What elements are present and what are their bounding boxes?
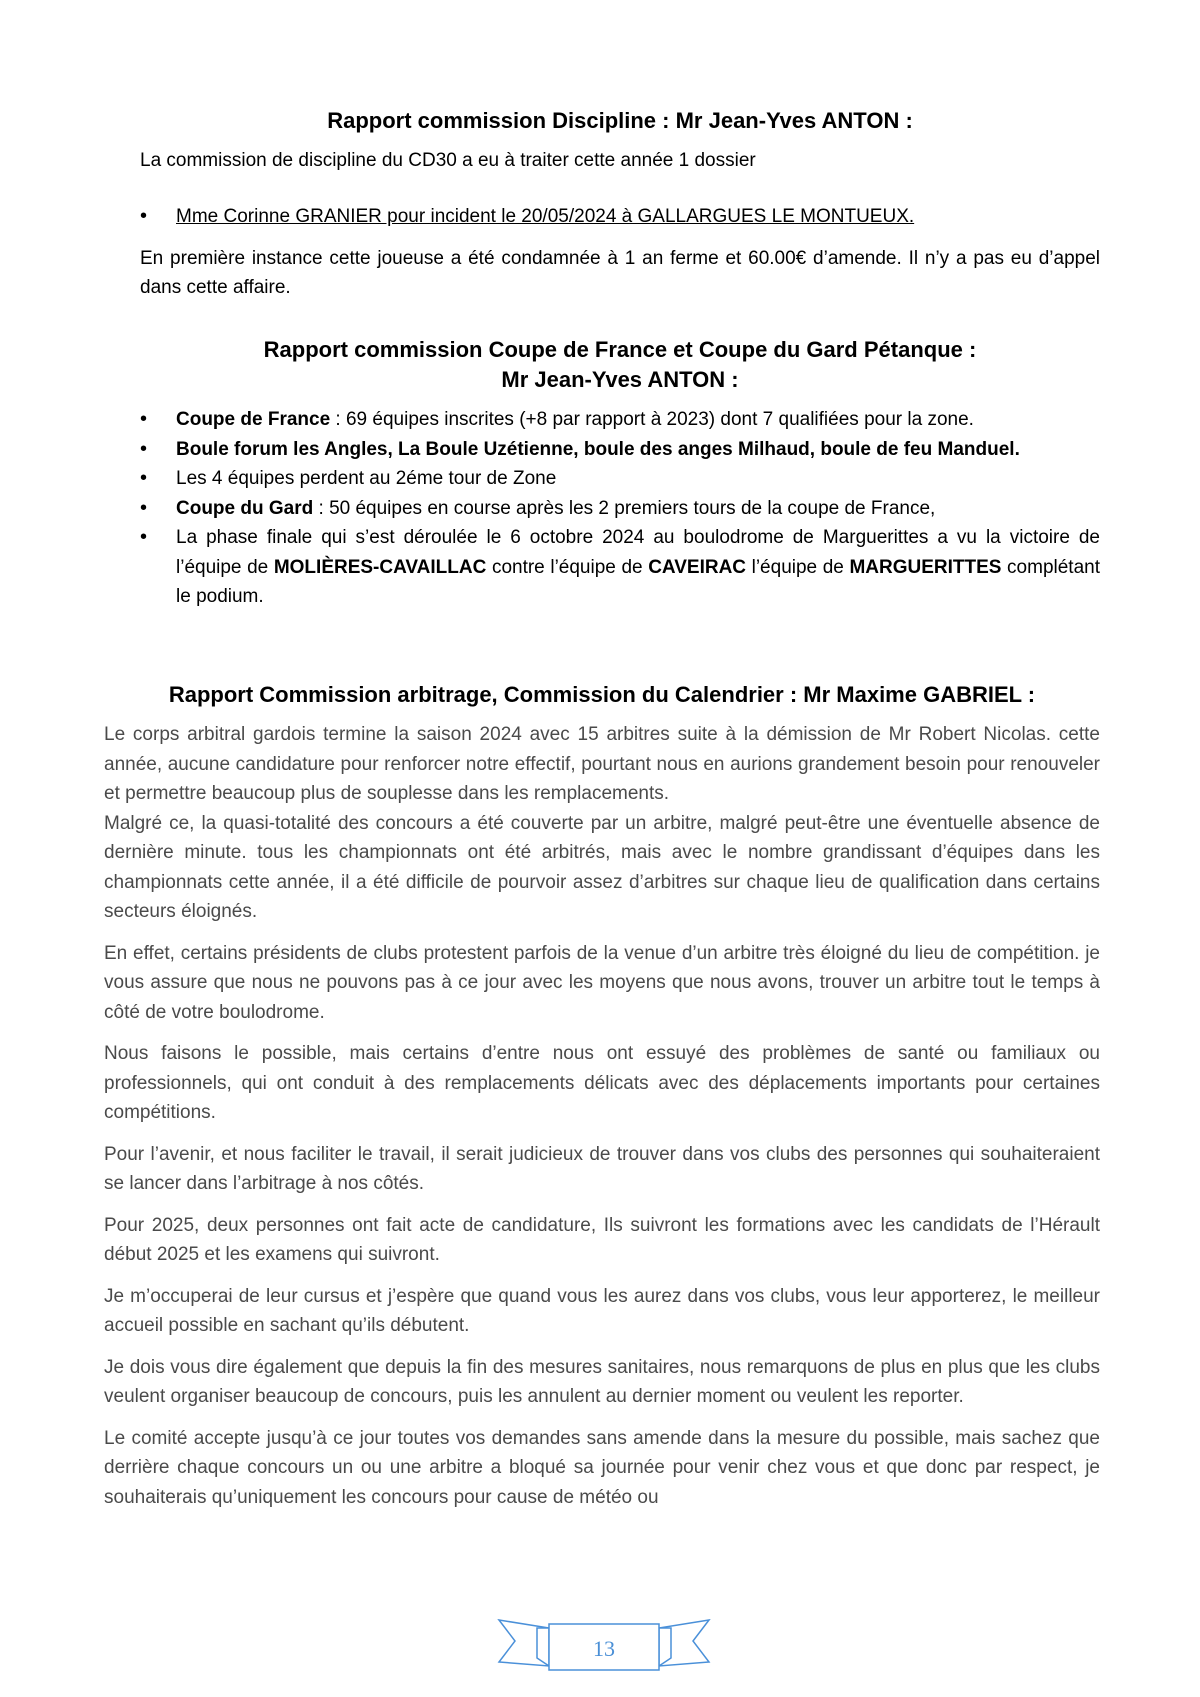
coupe-item-clubs — [140, 435, 1100, 465]
coupe-final-runner-up: CAVEIRAC — [648, 556, 747, 578]
coupe-title-line2: Mr Jean-Yves ANTON : — [501, 367, 739, 392]
coupe-item-zone-text: Les 4 équipes perdent au 2éme tour de Zone — [176, 468, 557, 489]
arbitrage-paragraph-5: Pour l’avenir, et nous faciliter le travail, il serait judicieux de trouver dans vos clubs des personnes qui souhaiteraient se lancer dans l’arbitrage à nos côtés. — [104, 1143, 1100, 1194]
ribbon-banner-icon — [497, 1614, 711, 1684]
coupe-list — [140, 405, 1100, 612]
arbitrage-paragraph-9: Le comité accepte jusqu’à ce jour toutes vos demandes sans amende dans la mesure du possible, mais sachez que derrière chaque concours un ou une arbitre a bloqué sa journée pour venir chez vous et que donc par respect, je souhaiterais qu’uniquement les concours pour cause de météo ou — [104, 1427, 1100, 1508]
coupe-item-gard-text: : 50 équipes en course après les 2 premiers tours de la coupe de France, — [313, 497, 936, 519]
arbitrage-paragraph-2: Malgré ce, la quasi-totalité des concours a été couverte par un arbitre, malgré peut-être une éventuelle absence de dernière minute. tous les championnats ont été arbitrés, mais avec le nombre grandissant d’équipes dans les championnats cette année, il a été difficile de pourvoir assez d’arbitres sur chaque lieu de qualification dans certains secteurs éloignés. — [104, 812, 1100, 922]
coupe-final-text-a: La phase finale qui s’est déroulée le 6 octobre 2024 au boulodrome de Marguerittes a vu la victoire de l’équipe de — [176, 527, 1100, 578]
coupe-final-third: MARGUERITTES — [849, 556, 1002, 578]
arbitrage-title: Rapport Commission arbitrage, Commission du Calendrier : Mr Maxime GABRIEL : — [168, 682, 1036, 707]
coupe-item-final — [140, 523, 1100, 612]
coupe-item-clubs-text: Boule forum les Angles, La Boule Uzétienne, boule des anges Milhaud, boule de feu Manduel. — [176, 438, 1020, 460]
arbitrage-paragraph-1: Le corps arbitral gardois termine la saison 2024 avec 15 arbitres suite à la démission de Mr Robert Nicolas. cette année, aucune candidature pour renforcer notre effectif, pourtant nous en aurions grandement besoin pour renouveler et permettre beaucoup plus de souplesse dans les remplacements. — [104, 724, 1100, 804]
arbitrage-paragraph-6: Pour 2025, deux personnes ont fait acte de candidature, Ils suivront les formations avec les candidats de l’Hérault début 2025 et les examens qui suivront. — [104, 1214, 1100, 1265]
coupe-final-winner: MOLIÈRES-CAVAILLAC — [273, 556, 487, 578]
discipline-title: Rapport commission Discipline : Mr Jean-Yves ANTON : — [327, 108, 913, 133]
coupe-item-france-label: Coupe de France — [176, 409, 331, 430]
coupe-title-line1: Rapport commission Coupe de France et Coupe du Gard Pétanque : — [263, 337, 977, 362]
arbitrage-section — [104, 680, 1100, 1512]
coupe-item-gard — [140, 494, 1100, 524]
arbitrage-paragraph-4: Nous faisons le possible, mais certains d’entre nous ont essuyé des problèmes de santé ou familiaux ou professionnels, qui ont conduit à des remplacements délicats avec des déplacements importants pour certaines compétitions. — [104, 1043, 1100, 1123]
discipline-intro: La commission de discipline du CD30 a eu à traiter cette année 1 dossier — [140, 150, 756, 171]
coupe-item-zone — [140, 464, 1100, 494]
discipline-case — [140, 202, 1100, 232]
coupe-item-france-text: : 69 équipes inscrites (+8 par rapport à 2023) dont 7 qualifiées pour la zone. — [330, 409, 974, 430]
coupe-final-text-e: l’équipe de — [746, 556, 850, 578]
coupe-section — [140, 335, 1100, 612]
coupe-final-text-c: contre l’équipe de — [486, 556, 649, 578]
discipline-verdict: En première instance cette joueuse a été condamnée à 1 an ferme et 60.00€ d’amende. Il n’y a pas eu d’appel dans cette affaire. — [140, 247, 1100, 298]
arbitrage-paragraph-8: Je dois vous dire également que depuis la fin des mesures sanitaires, nous remarquons de plus en plus que les clubs veulent organiser beaucoup de concours, puis les annulent au dernier moment ou veulent les reporter. — [104, 1356, 1100, 1407]
discipline-section — [140, 106, 1100, 302]
page-number-ribbon — [497, 1614, 711, 1684]
arbitrage-paragraph-7: Je m’occuperai de leur cursus et j’espère que quand vous les aurez dans vos clubs, vous leur apporterez, le meilleur accueil possible en sachant qu’ils débutent. — [104, 1285, 1100, 1336]
coupe-final-text-g: complétant le podium. — [176, 556, 1100, 607]
discipline-case-text: Mme Corinne GRANIER pour incident le 20/05/2024 à GALLARGUES LE MONTUEUX. — [176, 206, 915, 227]
coupe-item-gard-label: Coupe du Gard — [176, 497, 314, 519]
arbitrage-paragraph-3: En effet, certains présidents de clubs protestent parfois de la venue d’un arbitre très éloigné du lieu de compétition. je vous assure que nous ne pouvons pas à ce jour avec les moyens que nous avons, trouver un arbitre tout le temps à côté de votre boulodrome. — [104, 942, 1100, 1023]
coupe-item-france — [140, 405, 1100, 435]
discipline-case-list — [140, 202, 1100, 232]
page-number: 13 — [593, 1636, 615, 1661]
